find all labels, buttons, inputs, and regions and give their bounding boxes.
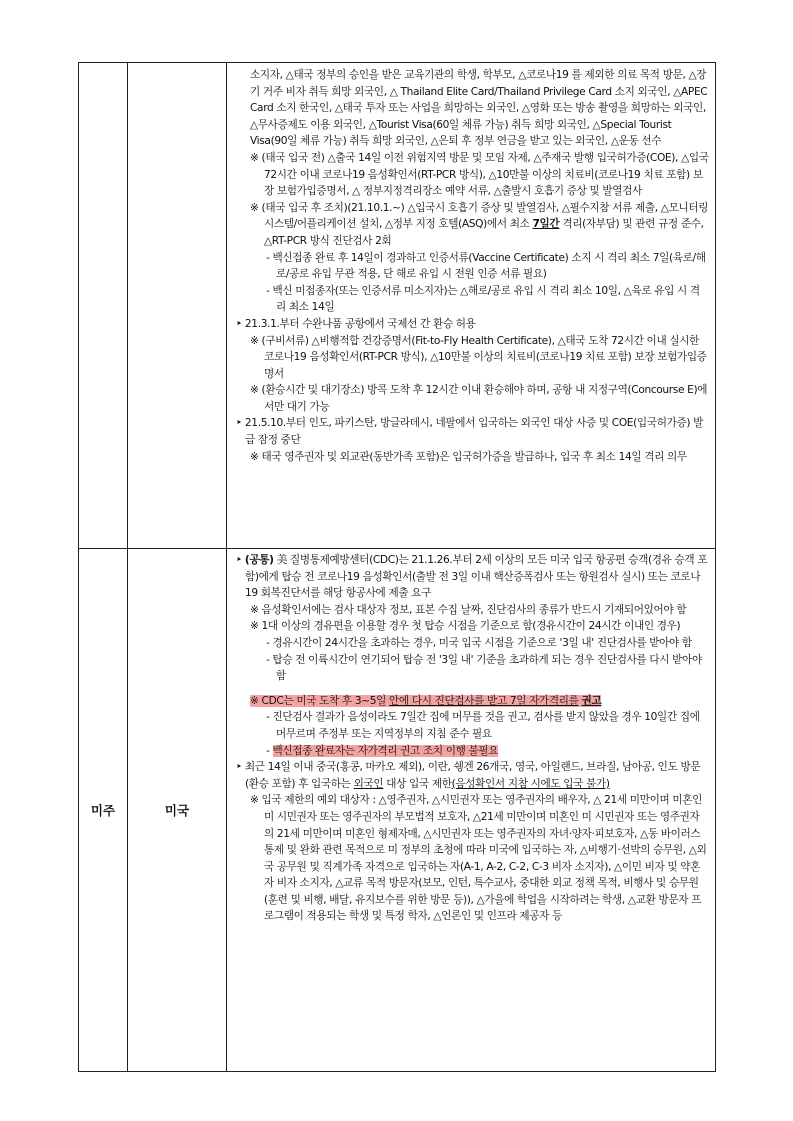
region-cell	[79, 63, 128, 549]
bullet-visa-suspension: ‣ 21.5.10.부터 인도, 파키스탄, 방글라데시, 네팔에서 입국하는 외국인 대상 사증 및 COE(입국허가증) 발급 잠정 중단	[236, 417, 704, 447]
dash-layover: - 경유시간이 24시간을 초과하는 경우, 미국 입국 시점을 기준으로 '3일 내' 진단검사를 받아야 함	[266, 636, 692, 649]
bullet-transit: ‣ 21.3.1.부터 수완나품 공항에서 국제선 간 환승 허용	[236, 317, 476, 330]
entry-ban-text: ‣ 최근 14일 이내 중국(홍콩, 마카오 제외), 이란, 쉥겐 26개국, 영국, 아일랜드, 브라질, 남아공, 인도 방문(환승 포함) 후 입국하는	[236, 761, 701, 790]
note-required-documents: ※ (구비서류) △비행적합 건강증명서(Fit-to-Fly Health Certificate), △태국 도착 72시간 이내 실시한 코로나19 음성확인서(RT-PCR 방식), △10만불 이상의 치료비(코로나19 치료 포함) 보장 보험가입증명서	[250, 334, 707, 380]
country-cell	[128, 63, 227, 549]
dash-vaccinated-exempt	[234, 743, 709, 760]
cdc-text: ※ CDC는 미국 도착 후 3~5일	[250, 694, 390, 707]
travel-restrictions-table	[78, 62, 716, 1072]
region-cell: 미주	[79, 549, 128, 1072]
usa-flag-label: 美	[276, 554, 287, 566]
table-row-usa	[79, 549, 716, 1072]
dash-delay: - 탑승 전 이륙시간이 연기되어 탑승 전 '3일 내' 기준을 초과하게 되는 경우 진단검사를 다시 받아야 함	[266, 653, 702, 683]
note-before-entry: ※ (태국 입국 전) △출국 14일 이전 위험지역 방문 및 모임 자제, △주재국 발행 입국허가증(COE), △입국 72시간 이내 코로나19 음성확인서(RT-PCR 방식), △10만불 이상의 치료비(코로나19 치료 포함) 보장 보험가입증명서, △ 정부지정격리장소 예약 서류, △출발시 호흡기 증상 및 발열검사	[250, 151, 709, 198]
note-after-entry-text: ※ (태국 입국 후 조치)(21.10.1.~) △입국시 호흡기 증상 및 발열검사, △필수지참 서류 제출, △모니터링 시스템/어플리케이션 설치, △정부 지정 호텔(ASQ)에서 최소	[250, 201, 709, 231]
cdc-text-underlined: 안에 다시 진단검사를 받고 7일 자가격리를	[389, 694, 579, 707]
note-test-certificate: ※ 음성확인서에는 검사 대상자 정보, 표본 수집 날짜, 진단검사의 종류가 반드시 기재되어있어야 함	[250, 603, 687, 616]
bullet-common: ‣ (공통) 美 질병통제예방센터(CDC)는 21.1.26.부터 2세 이상의 모든 미국 입국 항공편 승객(경유 승객 포함)에게 탑승 전 코로나19 음성확인서(출발 전 3일 이내 핵산증폭검사 또는 항원검사 실시) 또는 코로나19 회복진단서를 해당 항공사에 제출 요구	[236, 554, 708, 600]
note-cdc-recommendation	[234, 693, 709, 710]
details-cell	[227, 549, 716, 1072]
note-permanent-residents: ※ 태국 영주권자 및 외교관(동반가족 포함)은 입국허가증을 발급하나, 입국 후 최소 14일 격리 의무	[250, 450, 687, 463]
cdc-recommend-word: 권고	[581, 694, 602, 707]
dash-mark: -	[266, 744, 273, 757]
dash-unvaccinated: - 백신 미접종자(또는 인증서류 미소지자)는 △해로/공로 유입 시 격리 최소 10일, △육로 유입 시 격리 최소 14일	[266, 284, 700, 314]
paragraph-eligible-visitors: 소지자, △태국 정부의 승인을 받은 교육기관의 학생, 학부모, △코로나19 를 제외한 의료 목적 방문, △장기 거주 비자 취득 희망 외국인, △ Thailand Elite Card/Thailand Privilege Card 소지 외국인, △APEC Card 소지 한국인, △태국 투자 또는 사업을 희망하는 외국인, △영화 또는 방송 촬영을 희망하는 외국인, △무사증제도 이용 외국인, △Tourist Visa(60일 체류 가능) 취득 희망 외국인, △Special Tourist Visa(90일 체류 가능) 취득 희망 외국인, △은퇴 후 정부 연금을 받고 있는 외국인, △운동 선수	[250, 69, 708, 148]
note-transit-time: ※ (환승시간 및 대기장소) 방콕 도착 후 12시간 이내 환승해야 하며, 공항 내 지정구역(Concourse E)에서만 대기 가능	[250, 384, 708, 413]
common-label: (공통)	[244, 554, 274, 566]
entry-ban-note: (음성확인서 지참 시에도 입국 불가)	[451, 777, 610, 790]
table-row-thailand	[79, 63, 716, 549]
country-cell: 미국	[128, 549, 227, 1072]
quarantine-days: 7일간	[532, 218, 560, 231]
note-after-entry-text-2: 격리(자부담) 및 관련 규정 준수, △RT-PCR 방식 진단검사 2회	[264, 218, 704, 247]
dash-vaccinated: - 백신접종 완료 후 14일이 경과하고 인증서류(Vaccine Certificate) 소지 시 격리 최소 7일(육로/해로/공로 유입 무관 적용, 단 해로 유입 시 전원 인증 서류 필요)	[266, 251, 706, 281]
note-exceptions: ※ 입국 제한의 예외 대상자 : △영주권자, △시민권자 또는 영주권자의 배우자, △ 21세 미만이며 미혼인 미 시민권자 또는 영주권자의 부모법적 보호자, △21세 미만이며 미혼인 미 시민권자 또는 영주권자의 21세 미만이며 미혼인 형제자매, △시민권자 또는 영주권자의 자녀·양자·피보호자, △동 바이러스 통제 및 완화 관련 목적으로 미 정부의 초청에 따라 미국에 입국하는 자, △비행기·선박의 승무원, △외국 공무원 및 직계가족 자격으로 입국하는 자(A-1, A-2, C-2, C-3 비자 소지자), △이민 비자 및 약혼자 비자 소지자, △교류 목적 방문자(보모, 인턴, 특수교사, 중대한 외교 정책 목적, 비행사 및 승무원(훈련 및 비행, 배달, 유지보수를 위한 방문 등)), △가을에 학업을 시작하려는 학생, △교환 방문자 프로그램이 적용되는 학생 및 특정 학자, △언론인 및 인프라 제공자 등	[250, 794, 707, 923]
details-cell	[227, 63, 716, 549]
common-text: 질병통제예방센터(CDC)는 21.1.26.부터 2세 이상의 모든 미국 입국 항공편 승객(경유 승객 포함)에게 탑승 전 코로나19 음성확인서(출발 전 3일 이내 핵산증폭검사 또는 항원검사 실시) 또는 코로나19 회복진단서를 해당 항공사에 제출 요구	[245, 554, 708, 600]
bullet-entry-ban	[234, 759, 709, 792]
note-connecting-flights: ※ 1대 이상의 경유편을 이용할 경우 첫 탑승 시점을 기준으로 함(경유시간이 24시간 이내인 경우)	[250, 620, 681, 633]
vaccinated-exempt-text: 백신접종 완료자는 자가격리 권고 조치 이행 불필요	[272, 744, 499, 757]
foreigner-word: 외국인	[353, 777, 384, 790]
dash-negative-result: - 진단검사 결과가 음성이라도 7일간 집에 머무를 것을 권고, 검사를 받지 않았을 경우 10일간 집에 머무르며 주정부 또는 지역정부의 지침 준수 필요	[266, 711, 700, 740]
entry-ban-text-2: 대상 입국 제한	[383, 777, 452, 790]
note-after-entry	[234, 200, 709, 250]
